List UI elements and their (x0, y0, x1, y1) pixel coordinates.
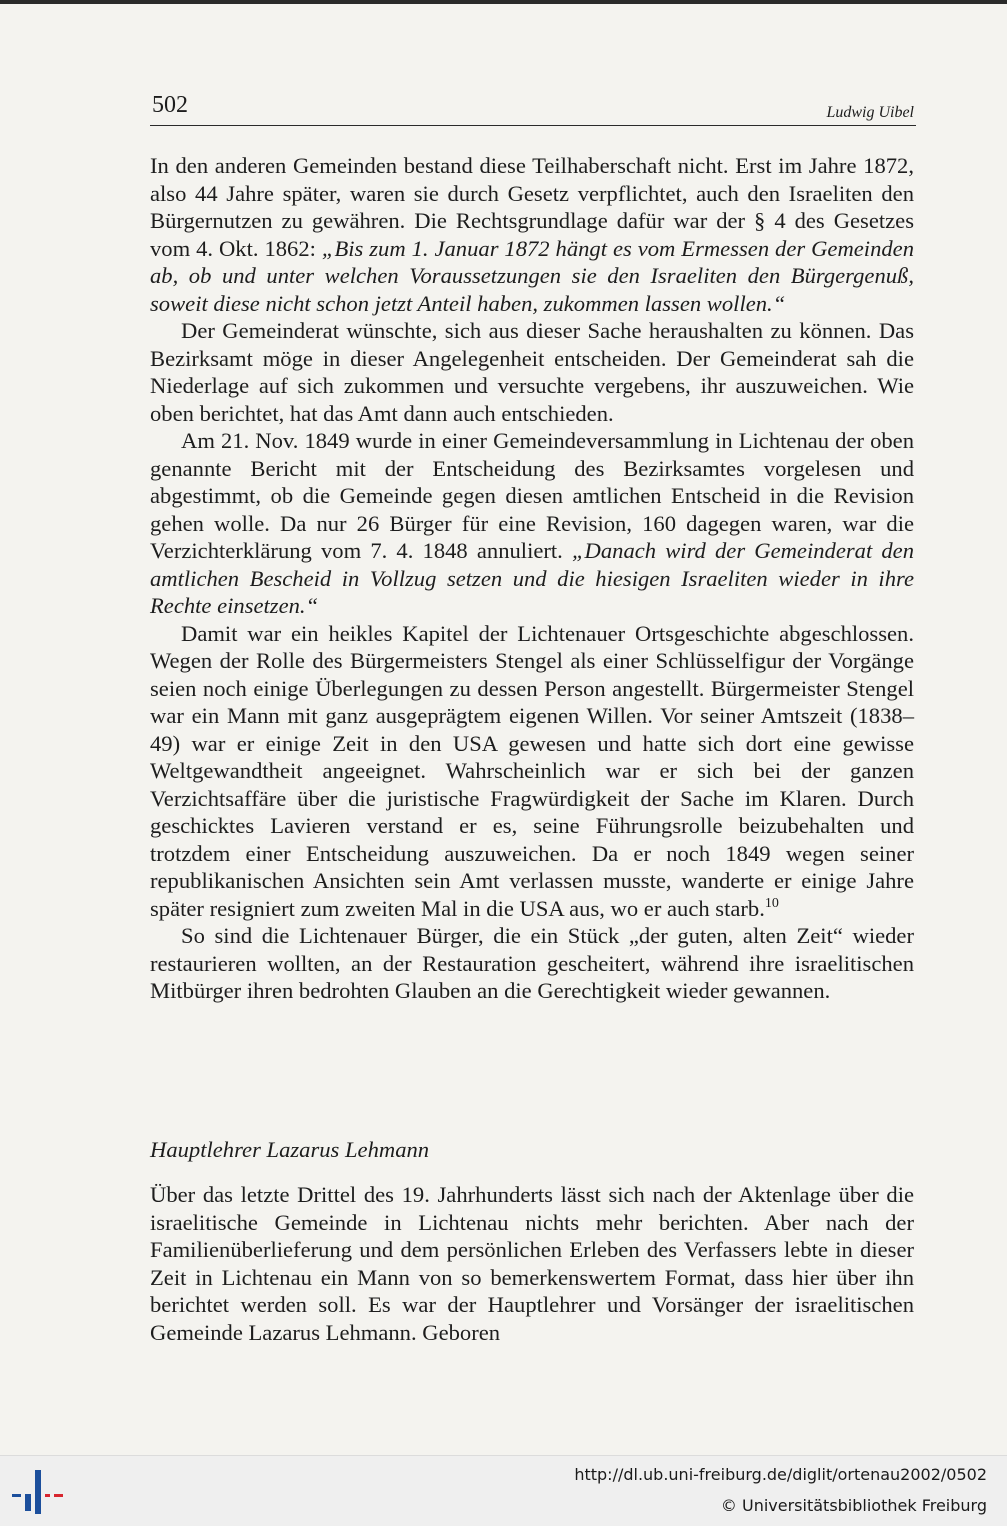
body-text (150, 152, 914, 1005)
running-head: Ludwig Uibel (826, 104, 914, 121)
paragraph-text: Damit war ein heikles Kapitel der Lichtenauer Ortsgeschichte abgeschlossen. Wegen der Rolle des Bürgermeisters Stengel als einer Schlüsselfigur der Vorgänge seien noch einige Überlegungen zu dessen Person angestellt. Bürgermeister Stengel war ein Mann mit ganz ausgeprägtem eigenen Willen. Vor seiner Amtszeit (1838–49) war er einige Zeit in den USA gewesen und hatte sich dort eine gewisse Weltgewandtheit angeeignet. Wahrscheinlich war er sich bei der ganzen Verzichtsaffäre über die juristische Fragwürdigkeit der Sache im Klaren. Durch geschicktes Lavieren verstand er es, seine Führungsrolle beizubehalten und trotzdem einer Entscheidung auszuweichen. Da er noch 1849 wegen seiner republikanischen Ansichten sein Amt verlassen musste, wanderte er einige Jahre später resigniert zum zweiten Mal in die USA aus, wo er auch starb. (150, 620, 914, 921)
header-rule (150, 125, 916, 126)
section-body (150, 1181, 914, 1346)
paragraph: So sind die Lichtenauer Bürger, die ein Stück „der guten, alten Zeit“ wieder restaurieren wollten, an der Restauration gescheitert, während ihre israelitischen Mitbürger ihren bedrohten Glauben an die Gerechtigkeit wieder gewannen. (150, 923, 914, 1003)
paragraph (150, 620, 914, 923)
scan-edge (0, 0, 1007, 4)
ub-freiburg-logo-icon[interactable] (12, 1466, 64, 1516)
copyright-notice: © Universitätsbibliothek Freiburg (720, 1496, 987, 1515)
paragraph-text: In den anderen Gemeinden bestand diese Teilhaberschaft nicht. Erst im Jahre 1872, also 44 Jahre später, waren sie durch Gesetz verpflichtet, auch den Israeliten den Bürgernutzen zu gewähren. Die Rechtsgrundlage dafür war der § 4 des Gesetzes vom 4. Okt. 1862: (150, 153, 914, 261)
paragraph (150, 427, 914, 620)
page-number: 502 (152, 92, 188, 118)
paragraph: Über das letzte Drittel des 19. Jahrhunderts lässt sich nach der Aktenlage über die israelitische Gemeinde in Lichtenau nichts mehr berichten. Aber nach der Familienüberlieferung und dem persönlichen Erleben des Verfassers lebte in dieser Zeit in Lichtenau ein Mann von so bemerkenswertem Format, dass hier über ihn berichtet werden soll. Es war der Hauptlehrer und Vorsänger der israelitischen Gemeinde Lazarus Lehmann. Geboren (150, 1182, 914, 1345)
footer-bar (0, 1455, 1007, 1526)
footnote-marker[interactable]: 10 (764, 895, 779, 911)
section-heading: Hauptlehrer Lazarus Lehmann (150, 1137, 430, 1162)
quotation: „Danach wird der Gemeinderat den amtlichen Bescheid in Vollzug setzen und die hiesigen Israeliten wieder in ihre Rechte einsetzen.“ (150, 538, 914, 618)
permalink-url[interactable]: http://dl.ub.uni-freiburg.de/diglit/ortenau2002/0502 (574, 1465, 987, 1484)
paragraph: Der Gemeinderat wünschte, sich aus dieser Sache heraushalten zu können. Das Bezirksamt möge in dieser Angelegenheit entscheiden. Der Gemeinderat sah die Niederlage auf sich zukommen und versuchte vergebens, ihr auszuweichen. Wie oben berichtet, hat das Amt dann auch entschieden. (150, 318, 914, 426)
paragraph (150, 152, 914, 317)
quotation: „Bis zum 1. Januar 1872 hängt es vom Ermessen der Gemeinden ab, ob und unter welchen Voraussetzungen sie den Israeliten den Bürgergenuß, soweit diese nicht schon jetzt Anteil haben, zukommen lassen wollen.“ (150, 235, 915, 316)
paragraph-text: Am 21. Nov. 1849 wurde in einer Gemeindeversammlung in Lichtenau der oben genannte Bericht mit der Entscheidung des Bezirksamtes vorgelesen und abgestimmt, ob die Gemeinde gegen diesen amtlichen Entscheid in die Revision gehen wolle. Da nur 26 Bürger für eine Revision, 160 dagegen waren, war die Verzichterklärung vom 7. 4. 1848 annuliert. (150, 428, 914, 563)
